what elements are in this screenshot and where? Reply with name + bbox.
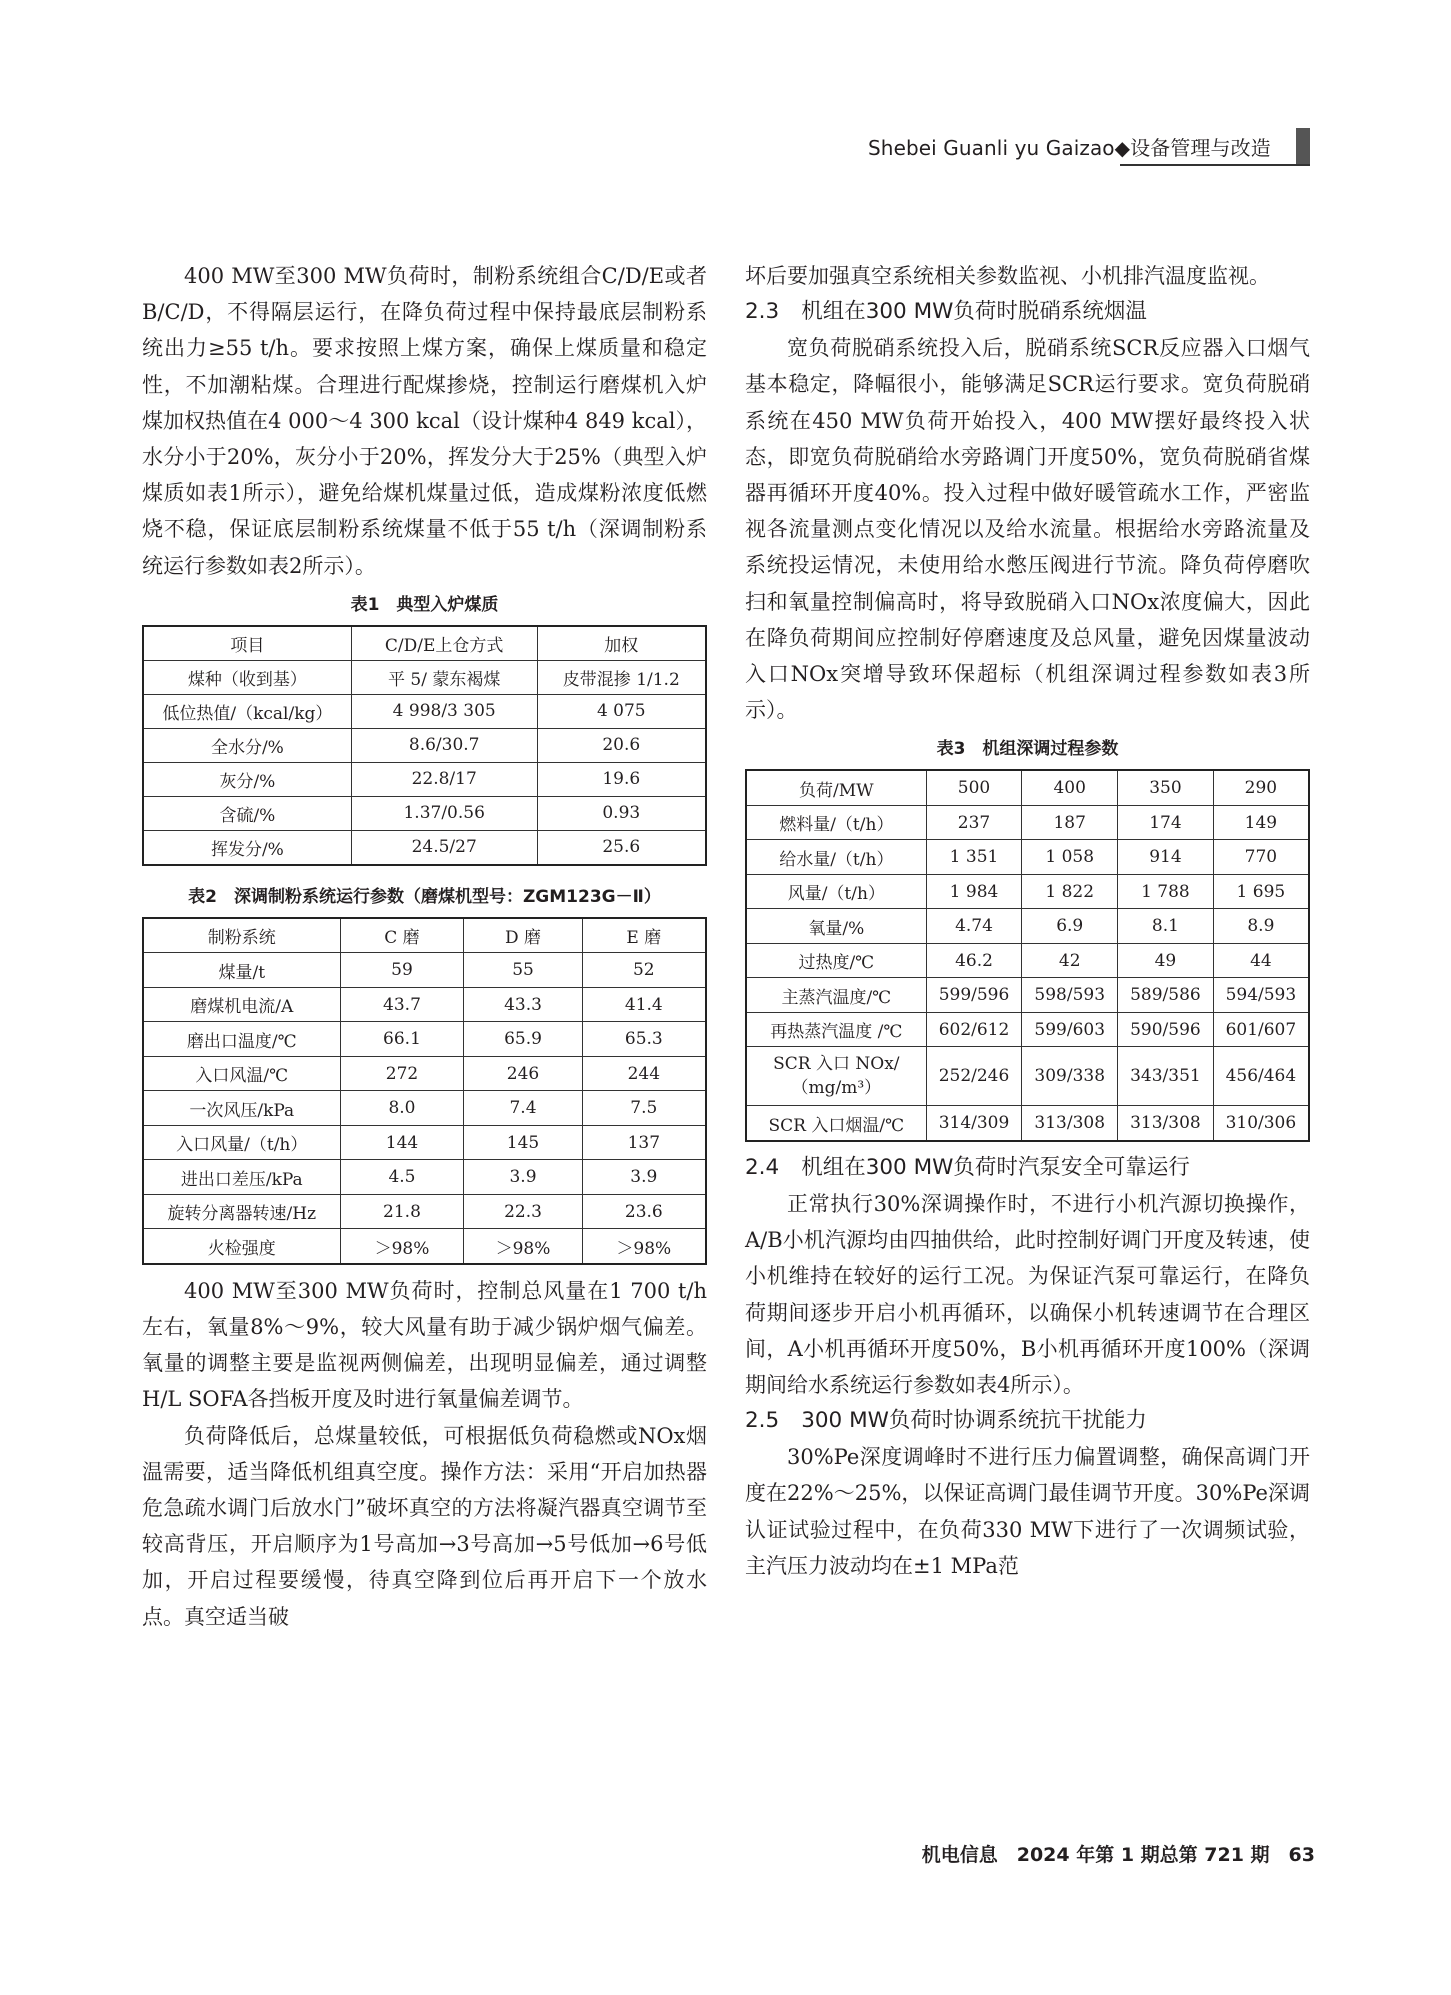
table-cell: 42 (1022, 943, 1118, 978)
table-cell: 煤量/t (143, 953, 340, 988)
table-cell: 氧量/% (746, 909, 926, 944)
table-cell: 49 (1118, 943, 1214, 978)
table-cell: 244 (582, 1056, 706, 1091)
table-cell: 1 822 (1022, 874, 1118, 909)
table-cell: 589/586 (1118, 978, 1214, 1013)
table-cell: E 磨 (582, 918, 706, 953)
table-row (143, 762, 706, 796)
paragraph: 400 MW至300 MW负荷时，制粉系统组合C/D/E或者B/C/D，不得隔层运行，在降负荷过程中保持最底层制粉系统出力≥55 t/h。要求按照上煤方案，确保上煤质量和稳定性，不加潮粘煤。合理进行配煤掺烧，控制运行磨煤机入炉煤加权热值在4 000～4 300 kcal（设计煤种4 849 kcal），水分小于20%，灰分小于20%，挥发分大于25%（典型入炉煤质如表1所示），避免给煤机煤量过低，造成煤粉浓度低燃烧不稳，保证底层制粉系统煤量不低于55 t/h（深调制粉系统运行参数如表2所示）。 (142, 264, 707, 578)
table-row (746, 1106, 1309, 1141)
table-cell: 0.93 (537, 796, 706, 830)
paragraph: 宽负荷脱硝系统投入后，脱硝系统SCR反应器入口烟气基本稳定，降幅很小，能够满足SCR运行要求。宽负荷脱硝系统在450 MW负荷开始投入，400 MW摆好最终投入状态，即宽负荷脱硝给水旁路调门开度50%，宽负荷脱硝省煤器再循环开度40%。投入过程中做好暖管疏水工作，严密监视各流量测点变化情况以及给水流量。根据给水旁路流量及系统投运情况，未使用给水憋压阀进行节流。降负荷停磨吹扫和氧量控制偏高时，将导致脱硝入口NOx浓度偏大，因此在降负荷期间应控制好停磨速度及总风量，避免因煤量波动入口NOx突增导致环保超标（机组深调过程参数如表3所示）。 (745, 336, 1310, 723)
table-cell: 22.8/17 (351, 762, 537, 796)
table-cell: 314/309 (926, 1106, 1022, 1141)
running-header (868, 128, 1314, 168)
table-cell: 601/607 (1213, 1012, 1309, 1047)
table-cell: 594/593 (1213, 978, 1309, 1013)
table-cell: 187 (1022, 805, 1118, 840)
table-cell: 24.5/27 (351, 830, 537, 865)
table-cell: 22.3 (464, 1194, 582, 1229)
table-cell: 再热蒸汽温度 /℃ (746, 1012, 926, 1047)
table-cell: 4.5 (340, 1160, 464, 1195)
table-cell: 43.7 (340, 987, 464, 1022)
header-bar (1296, 128, 1310, 164)
table-cell: 负荷/MW (746, 770, 926, 805)
table-cell: 制粉系统 (143, 918, 340, 953)
table-row (746, 1047, 1309, 1106)
paragraph: 30%Pe深度调峰时不进行压力偏置调整，确保高调门开度在22%～25%，以保证高调门最佳调节开度。30%Pe深调认证试验过程中，在负荷330 MW下进行了一次调频试验，主汽压力波动均在±1 MPa范 (745, 1445, 1310, 1578)
table-cell: 风量/（t/h） (746, 874, 926, 909)
table-row (143, 1194, 706, 1229)
table-cell: 入口风量/（t/h） (143, 1125, 340, 1160)
running-title: Shebei Guanli yu Gaizao◆设备管理与改造 (868, 136, 1271, 160)
table-row (746, 1012, 1309, 1047)
table-row (746, 874, 1309, 909)
table-cell: 400 (1022, 770, 1118, 805)
table-row (143, 830, 706, 865)
table-cell: 全水分/% (143, 728, 351, 762)
table-cell: 煤种（收到基） (143, 660, 351, 694)
table-cell: C 磨 (340, 918, 464, 953)
table-cell: 137 (582, 1125, 706, 1160)
table-cell: 19.6 (537, 762, 706, 796)
table-cell: 52 (582, 953, 706, 988)
table-cell: 500 (926, 770, 1022, 805)
table-cell: 313/308 (1022, 1106, 1118, 1141)
table-cell: 598/593 (1022, 978, 1118, 1013)
page-footer: 机电信息 2024 年第 1 期总第 721 期 63 (921, 1844, 1315, 1866)
table-cell: 磨出口温度/℃ (143, 1022, 340, 1057)
table-cell: SCR 入口烟温/℃ (746, 1106, 926, 1141)
table-cell: D 磨 (464, 918, 582, 953)
table-cell: 皮带混掺 1/1.2 (537, 660, 706, 694)
table-cell: 入口风温/℃ (143, 1056, 340, 1091)
table-row (143, 1091, 706, 1126)
table-cell: 770 (1213, 840, 1309, 875)
table-row (746, 943, 1309, 978)
table-cell: 65.3 (582, 1022, 706, 1057)
table-cell: 4 075 (537, 694, 706, 728)
table-cell: 含硫/% (143, 796, 351, 830)
table-cell: 23.6 (582, 1194, 706, 1229)
table-cell: 55 (464, 953, 582, 988)
table-row (746, 840, 1309, 875)
table-row (746, 978, 1309, 1013)
table-cell: 一次风压/kPa (143, 1091, 340, 1126)
table-row (143, 1022, 706, 1057)
table2-caption: 表2 深调制粉系统运行参数（磨煤机型号：ZGM123G－Ⅱ） (188, 886, 661, 907)
table-cell: 1 695 (1213, 874, 1309, 909)
table-cell: 平 5/ 蒙东褐煤 (351, 660, 537, 694)
table-row (143, 1160, 706, 1195)
table-cell: 149 (1213, 805, 1309, 840)
section-heading-2-4: 2.4 机组在300 MW负荷时汽泵安全可靠运行 (745, 1154, 1190, 1180)
table-cell: 3.9 (582, 1160, 706, 1195)
table-cell: 313/308 (1118, 1106, 1214, 1141)
table-cell: 磨煤机电流/A (143, 987, 340, 1022)
table-cell: 1.37/0.56 (351, 796, 537, 830)
table-cell: 8.0 (340, 1091, 464, 1126)
section-heading-2-5: 2.5 300 MW负荷时协调系统抗干扰能力 (745, 1408, 1147, 1434)
section-heading-2-3: 2.3 机组在300 MW负荷时脱硝系统烟温 (745, 299, 1147, 325)
table-cell: 1 788 (1118, 874, 1214, 909)
table3-caption: 表3 机组深调过程参数 (936, 739, 1119, 760)
table-cell: 加权 (537, 626, 706, 661)
table-cell: 41.4 (582, 987, 706, 1022)
table-cell: 项目 (143, 626, 351, 661)
table2 (142, 917, 707, 1265)
table1 (142, 625, 707, 866)
table-cell: 7.5 (582, 1091, 706, 1126)
table-cell: 给水量/（t/h） (746, 840, 926, 875)
table-cell: 燃料量/（t/h） (746, 805, 926, 840)
table-cell: 309/338 (1022, 1047, 1118, 1106)
table-cell: 145 (464, 1125, 582, 1160)
table-cell: 1 984 (926, 874, 1022, 909)
table-cell: 66.1 (340, 1022, 464, 1057)
table-cell: 272 (340, 1056, 464, 1091)
table-cell: 灰分/% (143, 762, 351, 796)
right-column (745, 258, 1310, 1584)
table-cell: 8.6/30.7 (351, 728, 537, 762)
table-cell: 599/603 (1022, 1012, 1118, 1047)
paragraph: 负荷降低后，总煤量较低，可根据低负荷稳燃或NOx烟温需要，适当降低机组真空度。操作方法：采用“开启加热器危急疏水调门后放水门”破坏真空的方法将凝汽器真空调节至较高背压，开启顺序为1号高加→3号高加→5号低加→6号低加，开启过程要缓慢，待真空降到位后再开启下一个放水点。真空适当破 (142, 1423, 707, 1629)
table-cell: 25.6 (537, 830, 706, 865)
table3 (745, 769, 1310, 1142)
table-cell: 350 (1118, 770, 1214, 805)
table-cell: 8.9 (1213, 909, 1309, 944)
table-row (143, 987, 706, 1022)
table-cell: 旋转分离器转速/Hz (143, 1194, 340, 1229)
paragraph: 正常执行30%深调操作时，不进行小机汽源切换操作，A/B小机汽源均由四抽供给，此时控制好调门开度及转速，使小机维持在较好的运行工况。为保证汽泵可靠运行，在降负荷期间逐步开启小机再循环，以确保小机转速调节在合理区间，A小机再循环开度50%，B小机再循环开度100%（深调期间给水系统运行参数如表4所示）。 (745, 1191, 1310, 1397)
table-cell: ＞98% (340, 1229, 464, 1264)
table-cell: 246 (464, 1056, 582, 1091)
table-row (143, 918, 706, 953)
table-cell: 252/246 (926, 1047, 1022, 1106)
table-cell: ＞98% (464, 1229, 582, 1264)
table-cell: 主蒸汽温度/℃ (746, 978, 926, 1013)
table-cell: 1 058 (1022, 840, 1118, 875)
table-cell: 43.3 (464, 987, 582, 1022)
table-cell: 590/596 (1118, 1012, 1214, 1047)
table-cell: 4.74 (926, 909, 1022, 944)
table-cell: 21.8 (340, 1194, 464, 1229)
header-rule (1120, 164, 1310, 166)
table-cell: 174 (1118, 805, 1214, 840)
table-cell: 44 (1213, 943, 1309, 978)
table-cell: 火检强度 (143, 1229, 340, 1264)
table-row (143, 1229, 706, 1264)
table-cell: 3.9 (464, 1160, 582, 1195)
table-cell: 914 (1118, 840, 1214, 875)
table-cell: C/D/E上仓方式 (351, 626, 537, 661)
table-cell: 144 (340, 1125, 464, 1160)
paragraph: 坏后要加强真空系统相关参数监视、小机排汽温度监视。 (745, 264, 1270, 288)
table-row (143, 728, 706, 762)
left-column (142, 258, 707, 1635)
table-row (143, 953, 706, 988)
table-cell: 7.4 (464, 1091, 582, 1126)
table-cell: 低位热值/（kcal/kg） (143, 694, 351, 728)
table-cell: 4 998/3 305 (351, 694, 537, 728)
table-row (143, 1125, 706, 1160)
table-cell: 343/351 (1118, 1047, 1214, 1106)
table-cell: 65.9 (464, 1022, 582, 1057)
table-cell: 602/612 (926, 1012, 1022, 1047)
table-cell: 290 (1213, 770, 1309, 805)
table-cell: ＞98% (582, 1229, 706, 1264)
table-row (143, 796, 706, 830)
table-cell: 8.1 (1118, 909, 1214, 944)
table-cell: SCR 入口 NOx/（mg/m³） (746, 1047, 926, 1106)
table-row (143, 660, 706, 694)
table-cell: 20.6 (537, 728, 706, 762)
table-row (143, 626, 706, 661)
table-row (143, 1056, 706, 1091)
table-cell: 进出口差压/kPa (143, 1160, 340, 1195)
table-row (143, 694, 706, 728)
table-cell: 过热度/℃ (746, 943, 926, 978)
table-cell: 456/464 (1213, 1047, 1309, 1106)
table-cell: 237 (926, 805, 1022, 840)
table1-caption: 表1 典型入炉煤质 (350, 594, 499, 615)
table-cell: 310/306 (1213, 1106, 1309, 1141)
table-row (746, 770, 1309, 805)
table-cell: 6.9 (1022, 909, 1118, 944)
table-cell: 59 (340, 953, 464, 988)
table-row (746, 909, 1309, 944)
table-cell: 1 351 (926, 840, 1022, 875)
table-row (746, 805, 1309, 840)
table-cell: 599/596 (926, 978, 1022, 1013)
table-cell: 挥发分/% (143, 830, 351, 865)
table-cell: 46.2 (926, 943, 1022, 978)
paragraph: 400 MW至300 MW负荷时，控制总风量在1 700 t/h左右，氧量8%～9%，较大风量有助于减少锅炉烟气偏差。氧量的调整主要是监视两侧偏差，出现明显偏差，通过调整H/L SOFA各挡板开度及时进行氧量偏差调节。 (142, 1278, 707, 1412)
